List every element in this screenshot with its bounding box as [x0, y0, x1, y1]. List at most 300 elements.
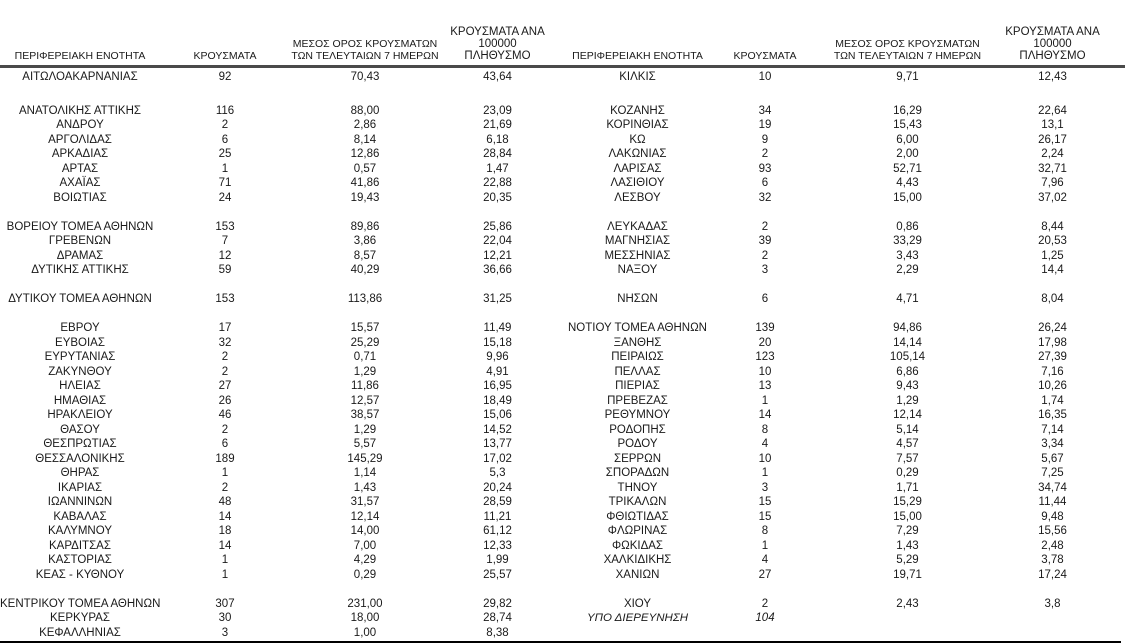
cases-cell-right: 139	[755, 322, 775, 334]
avg7days-cell-right: 0,86	[896, 220, 919, 233]
avg7days-cell-right: 2,43	[896, 597, 919, 610]
cases-cell-right: 10	[758, 452, 772, 465]
region-cell-left: ΚΕΝΤΡΙΚΟΥ ΤΟΜΕΑ ΑΘΗΝΩΝ	[0, 597, 161, 610]
cases-cell-left: 18	[218, 525, 232, 537]
cases-cell-left: 2	[221, 119, 229, 131]
table-row	[0, 176, 1125, 191]
region-cell-left: ΑΝΑΤΟΛΙΚΗΣ ΑΤΤΙΚΗΣ	[18, 104, 141, 117]
per100k-cell-right: 7,14	[1041, 423, 1064, 436]
avg7days-cell-right: 15,00	[893, 510, 922, 523]
cases-cell-right: 123	[755, 351, 775, 363]
avg7days-cell-right: 1,29	[896, 394, 919, 407]
region-cell-right: ΜΑΓΝΗΣΙΑΣ	[604, 235, 671, 247]
cases-cell-right: 15	[758, 496, 772, 508]
region-cell-right: ΧΙΟΥ	[623, 597, 652, 610]
per100k-cell-right: 16,35	[1038, 409, 1067, 421]
per100k-cell-left: 12,21	[483, 249, 512, 262]
per100k-cell-right: 5,67	[1041, 452, 1064, 465]
region-cell-left: ΘΑΣΟΥ	[60, 423, 100, 436]
region-cell-left: ΓΡΕΒΕΝΩΝ	[48, 235, 112, 247]
table-row	[0, 379, 1125, 394]
avg7days-cell-left: 1,00	[353, 626, 377, 639]
avg7days-cell-left: 3,86	[353, 235, 377, 247]
cases-cell-right: 1	[761, 467, 769, 479]
cases-cell-right: 14	[758, 409, 772, 421]
per100k-cell-right: 2,48	[1041, 539, 1064, 552]
header-avg7days-right-line2: ΤΩΝ ΤΕΛΕΥΤΑΙΩΝ 7 ΗΜΕΡΩΝ	[833, 50, 982, 62]
avg7days-cell-right: 2,00	[896, 148, 919, 160]
per100k-cell-right: 7,16	[1041, 365, 1064, 378]
region-cell-left: ΘΕΣΠΡΩΤΙΑΣ	[43, 438, 117, 450]
table-row	[0, 452, 1125, 467]
cases-cell-left: 153	[215, 293, 235, 305]
cases-cell-left: 14	[218, 510, 232, 523]
region-cell-right: ΡΟΔΟΠΗΣ	[609, 423, 666, 436]
cases-cell-left: 25	[218, 148, 232, 160]
region-cell-right: ΦΛΩΡΙΝΑΣ	[607, 525, 668, 537]
avg7days-cell-right: 6,00	[896, 133, 919, 146]
avg7days-cell-left: 14,00	[350, 525, 380, 537]
avg7days-cell-right: 7,57	[896, 452, 919, 465]
per100k-cell-left: 20,24	[483, 481, 512, 494]
per100k-cell-right: 8,04	[1041, 293, 1064, 305]
per100k-cell-right: 11,44	[1038, 496, 1067, 508]
avg7days-cell-right: 9,43	[896, 380, 919, 392]
avg7days-cell-left: 4,29	[353, 554, 377, 566]
cases-cell-left: 14	[218, 539, 232, 552]
table-row	[0, 524, 1125, 539]
cases-cell-left: 24	[218, 191, 232, 204]
region-cell-left: ΗΡΑΚΛΕΙΟΥ	[47, 409, 113, 421]
region-cell-right: ΛΑΡΙΣΑΣ	[613, 162, 662, 175]
region-cell-right: ΛΑΚΩΝΙΑΣ	[608, 148, 667, 160]
region-cell-left: ΖΑΚΥΝΘΟΥ	[48, 365, 112, 378]
table-header-row	[0, 0, 1125, 68]
per100k-cell-left: 6,18	[486, 133, 509, 146]
avg7days-cell-left: 145,29	[347, 452, 383, 465]
per100k-cell-left: 9,96	[486, 351, 509, 363]
region-cell-right: ΥΠΟ ΔΙΕΡΕΥΝΗΣΗ	[586, 612, 689, 624]
table-row	[0, 495, 1125, 510]
per100k-cell-right: 17,24	[1038, 568, 1067, 581]
cases-cell-right: 34	[758, 104, 772, 117]
cases-cell-left: 116	[215, 104, 235, 117]
spacer-row	[0, 278, 1125, 293]
avg7days-cell-left: 113,86	[347, 293, 383, 305]
cases-cell-right: 2	[761, 148, 769, 160]
header-avg7days-left	[290, 38, 440, 62]
avg7days-cell-right: 14,14	[893, 336, 922, 349]
cases-cell-left: 2	[221, 351, 229, 363]
avg7days-cell-right: 105,14	[889, 351, 926, 363]
table-row	[0, 147, 1125, 162]
region-cell-left: ΚΕΦΑΛΛΗΝΙΑΣ	[39, 626, 121, 639]
avg7days-cell-left: 8,14	[353, 133, 377, 146]
per100k-cell-right: 8,44	[1041, 220, 1064, 233]
per100k-cell-left: 23,09	[483, 104, 512, 117]
table-row	[0, 292, 1125, 307]
cases-cell-right: 1	[761, 539, 769, 552]
cases-cell-left: 2	[221, 481, 229, 494]
per100k-cell-left: 1,99	[486, 554, 509, 566]
per100k-cell-left: 25,86	[483, 220, 512, 233]
cases-cell-left: 48	[218, 496, 232, 508]
avg7days-cell-left: 8,57	[353, 249, 377, 262]
table-row	[0, 626, 1125, 641]
cases-cell-left: 307	[215, 597, 235, 610]
cases-cell-left: 153	[215, 220, 235, 233]
per100k-cell-left: 31,25	[483, 293, 512, 305]
avg7days-cell-right: 1,43	[896, 539, 919, 552]
per100k-cell-right: 13,1	[1041, 119, 1064, 131]
per100k-cell-left: 21,69	[483, 119, 512, 131]
cases-cell-right: 3	[761, 264, 769, 276]
cases-cell-left: 189	[215, 452, 235, 465]
region-cell-left: ΙΚΑΡΙΑΣ	[57, 481, 103, 494]
region-cell-left: ΑΡΓΟΛΙΔΑΣ	[48, 133, 112, 146]
header-avg7days-left-line1: ΜΕΣΟΣ ΟΡΟΣ ΚΡΟΥΣΜΑΤΩΝ	[292, 38, 438, 50]
per100k-cell-right: 22,64	[1038, 104, 1067, 117]
cases-cell-left: 1	[221, 467, 229, 479]
region-cell-right: ΧΑΝΙΩΝ	[615, 568, 660, 581]
header-per100k-left	[440, 26, 555, 62]
per100k-cell-left: 20,35	[483, 191, 512, 204]
header-per100k-left-line2: ΠΛΗΘΥΣΜΟ	[464, 50, 531, 62]
region-cell-left: ΕΥΡΥΤΑΝΙΑΣ	[44, 351, 116, 363]
per100k-cell-left: 17,02	[483, 452, 512, 465]
per100k-cell-right: 14,4	[1041, 264, 1064, 276]
region-cell-right: ΡΟΔΟΥ	[617, 438, 658, 450]
table-row	[0, 568, 1125, 583]
table-row	[0, 321, 1125, 336]
header-cases-right: ΚΡΟΥΣΜΑΤΑ	[733, 50, 797, 62]
header-per100k-right-line2: ΠΛΗΘΥΣΜΟ	[1019, 50, 1086, 62]
region-cell-right: ΤΡΙΚΑΛΩΝ	[608, 496, 667, 508]
header-per100k-right	[995, 26, 1110, 62]
per100k-cell-left: 18,49	[483, 394, 512, 407]
cases-cell-left: 2	[221, 365, 229, 378]
spacer-row	[0, 307, 1125, 322]
header-avg7days-right-line1: ΜΕΣΟΣ ΟΡΟΣ ΚΡΟΥΣΜΑΤΩΝ	[835, 38, 980, 50]
avg7days-cell-left: 41,86	[350, 177, 380, 189]
per100k-cell-right: 3,78	[1041, 554, 1064, 566]
region-cell-left: ΑΙΤΩΛΟΑΚΑΡΝΑΝΙΑΣ	[22, 71, 138, 83]
region-cell-right: ΡΕΘΥΜΝΟΥ	[604, 409, 671, 421]
table-row	[0, 539, 1125, 554]
avg7days-cell-left: 1,29	[353, 423, 377, 436]
per100k-cell-right: 12,43	[1038, 71, 1067, 83]
cases-cell-right: 2	[761, 220, 769, 233]
spacer-row	[0, 205, 1125, 220]
avg7days-cell-left: 38,57	[350, 409, 380, 421]
table-row	[0, 423, 1125, 438]
region-cell-left: ΔΥΤΙΚΗΣ ΑΤΤΙΚΗΣ	[31, 264, 129, 276]
cases-cell-left: 27	[218, 380, 232, 392]
spacer-row	[0, 85, 1125, 104]
table-row	[0, 408, 1125, 423]
avg7days-cell-left: 12,57	[350, 394, 380, 407]
avg7days-cell-left: 19,43	[350, 191, 380, 204]
cases-cell-left: 92	[218, 71, 232, 83]
avg7days-cell-left: 15,57	[350, 322, 380, 334]
per100k-cell-right: 7,25	[1041, 467, 1064, 479]
region-cell-right: ΜΕΣΣΗΝΙΑΣ	[604, 249, 671, 262]
cases-cell-left: 3	[221, 626, 229, 639]
header-per100k-right-line1: ΚΡΟΥΣΜΑΤΑ ΑΝΑ 100000	[1005, 26, 1100, 50]
avg7days-cell-left: 11,86	[351, 380, 379, 392]
avg7days-cell-left: 231,00	[347, 597, 383, 610]
per100k-cell-right: 20,53	[1038, 235, 1067, 247]
table-row	[0, 437, 1125, 452]
per100k-cell-left: 61,12	[483, 525, 512, 537]
avg7days-cell-right: 4,71	[896, 293, 919, 305]
region-cell-right: ΠΕΛΛΑΣ	[614, 365, 661, 378]
region-cell-right: ΣΕΡΡΩΝ	[613, 452, 662, 465]
cases-cell-left: 1	[221, 554, 229, 566]
avg7days-cell-left: 1,14	[353, 467, 377, 479]
per100k-cell-left: 8,38	[486, 626, 509, 639]
region-cell-left: ΙΩΑΝΝΙΝΩΝ	[47, 496, 113, 508]
avg7days-cell-right: 0,29	[896, 467, 919, 479]
per100k-cell-right: 7,96	[1041, 177, 1064, 189]
region-cell-left: ΘΕΣΣΑΛΟΝΙΚΗΣ	[35, 452, 125, 465]
header-avg7days-left-line2: ΤΩΝ ΤΕΛΕΥΤΑΙΩΝ 7 ΗΜΕΡΩΝ	[291, 50, 439, 62]
cases-cell-right: 19	[758, 119, 772, 131]
cases-cell-left: 6	[221, 133, 229, 146]
cases-cell-right: 20	[758, 336, 772, 349]
per100k-cell-left: 15,18	[483, 336, 512, 349]
table-row	[0, 118, 1125, 133]
region-cell-left: ΘΗΡΑΣ	[60, 467, 100, 479]
cases-cell-left: 1	[221, 162, 229, 175]
avg7days-cell-right: 19,71	[893, 568, 922, 581]
cases-cell-right: 4	[761, 438, 769, 450]
region-cell-left: ΚΑΒΑΛΑΣ	[53, 510, 107, 523]
per100k-cell-left: 28,59	[483, 496, 512, 508]
per100k-cell-right: 2,24	[1041, 148, 1064, 160]
region-cell-right: ΠΙΕΡΙΑΣ	[615, 380, 660, 392]
per100k-cell-left: 16,95	[483, 380, 512, 392]
region-cell-left: ΗΜΑΘΙΑΣ	[53, 394, 107, 407]
region-cell-left: ΚΑΛΥΜΝΟΥ	[48, 525, 112, 537]
header-region-right: ΠΕΡΙΦΕΡΕΙΑΚΗ ΕΝΟΤΗΤΑ	[572, 50, 703, 62]
avg7days-cell-right: 52,71	[893, 162, 922, 175]
per100k-cell-right: 37,02	[1038, 191, 1067, 204]
per100k-cell-left: 11,49	[483, 322, 512, 334]
region-cell-left: ΚΑΡΔΙΤΣΑΣ	[49, 539, 111, 552]
cases-cell-left: 12	[218, 249, 232, 262]
avg7days-cell-left: 1,43	[353, 481, 377, 494]
cases-cell-right: 9	[761, 133, 769, 146]
cases-cell-left: 26	[218, 394, 232, 407]
cases-cell-right: 27	[758, 568, 772, 581]
region-cell-left: ΕΒΡΟΥ	[60, 322, 100, 334]
avg7days-cell-left: 1,29	[353, 365, 377, 378]
avg7days-cell-right: 3,43	[896, 249, 919, 262]
table-row	[0, 336, 1125, 351]
cases-cell-right: 8	[761, 423, 769, 436]
table-row	[0, 394, 1125, 409]
avg7days-cell-left: 18,00	[350, 612, 380, 624]
cases-cell-right: 8	[761, 525, 769, 537]
region-cell-left: ΑΧΑΪΑΣ	[59, 177, 101, 189]
per100k-cell-right: 26,17	[1038, 133, 1067, 146]
per100k-cell-left: 14,52	[483, 423, 512, 436]
per100k-cell-right: 26,24	[1038, 322, 1067, 334]
region-cell-right: ΣΠΟΡΑΔΩΝ	[605, 467, 670, 479]
avg7days-cell-left: 12,86	[350, 148, 380, 160]
avg7days-cell-left: 25,29	[350, 336, 380, 349]
region-cell-left: ΑΡΚΑΔΙΑΣ	[51, 148, 109, 160]
per100k-cell-left: 5,3	[489, 467, 506, 479]
region-cell-left: ΔΥΤΙΚΟΥ ΤΟΜΕΑ ΑΘΗΝΩΝ	[8, 293, 152, 305]
per100k-cell-right: 27,39	[1038, 351, 1067, 363]
per100k-cell-left: 13,77	[483, 438, 512, 450]
avg7days-cell-left: 2,86	[353, 119, 377, 131]
region-cell-left: ΕΥΒΟΙΑΣ	[55, 336, 105, 349]
header-cases-left: ΚΡΟΥΣΜΑΤΑ	[193, 50, 257, 62]
table-row	[0, 611, 1125, 626]
table-row	[0, 162, 1125, 177]
region-cell-left: ΚΕΡΚΥΡΑΣ	[50, 612, 110, 624]
per100k-cell-left: 1,47	[486, 162, 509, 175]
avg7days-cell-right: 33,29	[893, 235, 922, 247]
avg7days-cell-right: 15,29	[893, 496, 922, 508]
per100k-cell-right: 32,71	[1038, 162, 1067, 175]
cases-cell-left: 7	[221, 235, 229, 247]
region-cell-left: ΔΡΑΜΑΣ	[56, 249, 104, 262]
header-avg7days-right	[820, 38, 995, 62]
per100k-cell-left: 28,84	[483, 148, 512, 160]
table-row	[0, 510, 1125, 525]
cases-cell-right: 104	[755, 612, 775, 624]
per100k-cell-left: 4,91	[486, 365, 509, 378]
per100k-cell-right: 3,8	[1044, 597, 1061, 610]
cases-cell-right: 2	[761, 597, 769, 610]
per100k-cell-right: 1,25	[1041, 249, 1064, 262]
region-cell-right: ΝΑΞΟΥ	[617, 264, 658, 276]
per100k-cell-left: 28,74	[483, 612, 512, 624]
region-cell-right: ΛΕΥΚΑΔΑΣ	[607, 220, 668, 233]
per100k-cell-right: 1,74	[1041, 394, 1064, 407]
table-row	[0, 263, 1125, 278]
region-cell-left: ΑΡΤΑΣ	[61, 162, 99, 175]
avg7days-cell-right: 4,57	[896, 438, 919, 450]
cases-cell-left: 59	[218, 264, 232, 276]
avg7days-cell-left: 0,57	[353, 162, 377, 175]
per100k-cell-left: 25,57	[483, 568, 512, 581]
region-cell-right: ΞΑΝΘΗΣ	[613, 336, 662, 349]
avg7days-cell-right: 5,29	[896, 554, 919, 566]
avg7days-cell-left: 70,43	[350, 71, 380, 83]
per100k-cell-right: 10,26	[1038, 380, 1067, 392]
avg7days-cell-right: 4,43	[896, 177, 919, 189]
avg7days-cell-right: 9,71	[896, 71, 919, 83]
avg7days-cell-right: 15,43	[893, 119, 922, 131]
region-cell-left: ΒΟΙΩΤΙΑΣ	[53, 191, 107, 204]
per100k-cell-right: 3,34	[1041, 438, 1064, 450]
avg7days-cell-right: 16,29	[893, 104, 922, 117]
region-cell-right: ΚΩ	[629, 133, 646, 146]
cases-cell-right: 13	[758, 380, 772, 392]
region-cell-right: ΛΑΣΙΘΙΟΥ	[610, 177, 665, 189]
region-cell-right: ΚΙΛΚΙΣ	[619, 71, 656, 83]
table-row	[0, 350, 1125, 365]
avg7days-cell-left: 5,57	[353, 438, 377, 450]
cases-cell-right: 6	[761, 177, 769, 189]
cases-cell-right: 32	[758, 191, 772, 204]
table-row	[0, 466, 1125, 481]
avg7days-cell-left: 7,00	[353, 539, 377, 552]
table-row	[0, 104, 1125, 119]
cases-cell-right: 15	[758, 510, 772, 523]
table-row	[0, 70, 1125, 85]
avg7days-cell-right: 7,29	[896, 525, 919, 537]
region-cell-right: ΠΕΙΡΑΙΩΣ	[611, 351, 664, 363]
cases-cell-left: 46	[218, 409, 232, 421]
table-row	[0, 481, 1125, 496]
region-cell-left: ΚΕΑΣ - ΚΥΘΝΟΥ	[35, 568, 125, 581]
table-row	[0, 191, 1125, 206]
avg7days-cell-right: 1,71	[896, 481, 919, 494]
per100k-cell-left: 22,04	[483, 235, 512, 247]
per100k-cell-left: 22,88	[483, 177, 512, 189]
header-per100k-left-line1: ΚΡΟΥΣΜΑΤΑ ΑΝΑ 100000	[450, 26, 545, 50]
cases-cell-left: 71	[218, 177, 232, 189]
cases-cell-left: 2	[221, 423, 229, 436]
region-cell-left: ΑΝΔΡΟΥ	[56, 119, 104, 131]
avg7days-cell-left: 88,00	[350, 104, 380, 117]
table-row	[0, 553, 1125, 568]
per100k-cell-left: 36,66	[483, 264, 512, 276]
region-cell-left: ΗΛΕΙΑΣ	[59, 380, 101, 392]
avg7days-cell-right: 5,14	[896, 423, 919, 436]
table-row	[0, 365, 1125, 380]
cases-cell-right: 1	[761, 394, 769, 407]
avg7days-cell-right: 6,86	[896, 365, 919, 378]
cases-cell-right: 6	[761, 293, 769, 305]
cases-cell-right: 4	[761, 554, 769, 566]
table-body	[0, 68, 1125, 640]
per100k-cell-left: 12,33	[483, 539, 512, 552]
table-row	[0, 234, 1125, 249]
per100k-cell-left: 15,06	[483, 409, 512, 421]
cases-cell-left: 30	[218, 612, 232, 624]
avg7days-cell-right: 15,00	[893, 191, 922, 204]
region-cell-right: ΦΘΙΩΤΙΔΑΣ	[606, 510, 669, 523]
avg7days-cell-left: 0,71	[353, 351, 377, 363]
per100k-cell-left: 43,64	[483, 71, 512, 83]
region-cell-left: ΚΑΣΤΟΡΙΑΣ	[48, 554, 112, 566]
per100k-cell-right: 9,48	[1041, 510, 1064, 523]
per100k-cell-right: 15,56	[1038, 525, 1067, 537]
header-region-left: ΠΕΡΙΦΕΡΕΙΑΚΗ ΕΝΟΤΗΤΑ	[14, 50, 146, 62]
avg7days-cell-left: 31,57	[350, 496, 380, 508]
cases-cell-right: 39	[758, 235, 772, 247]
avg7days-cell-right: 12,14	[893, 409, 922, 421]
cases-cell-left: 1	[221, 568, 229, 581]
table-row	[0, 249, 1125, 264]
cases-cell-right: 93	[758, 162, 772, 175]
per100k-cell-right: 17,98	[1038, 336, 1067, 349]
region-cell-left: ΒΟΡΕΙΟΥ ΤΟΜΕΑ ΑΘΗΝΩΝ	[6, 220, 154, 233]
avg7days-cell-left: 89,86	[350, 220, 380, 233]
region-cell-right: ΚΟΖΑΝΗΣ	[610, 104, 665, 117]
table-row	[0, 597, 1125, 612]
region-cell-right: ΛΕΣΒΟΥ	[614, 191, 661, 204]
avg7days-cell-right: 94,86	[893, 322, 922, 334]
cases-cell-right: 10	[758, 71, 772, 83]
